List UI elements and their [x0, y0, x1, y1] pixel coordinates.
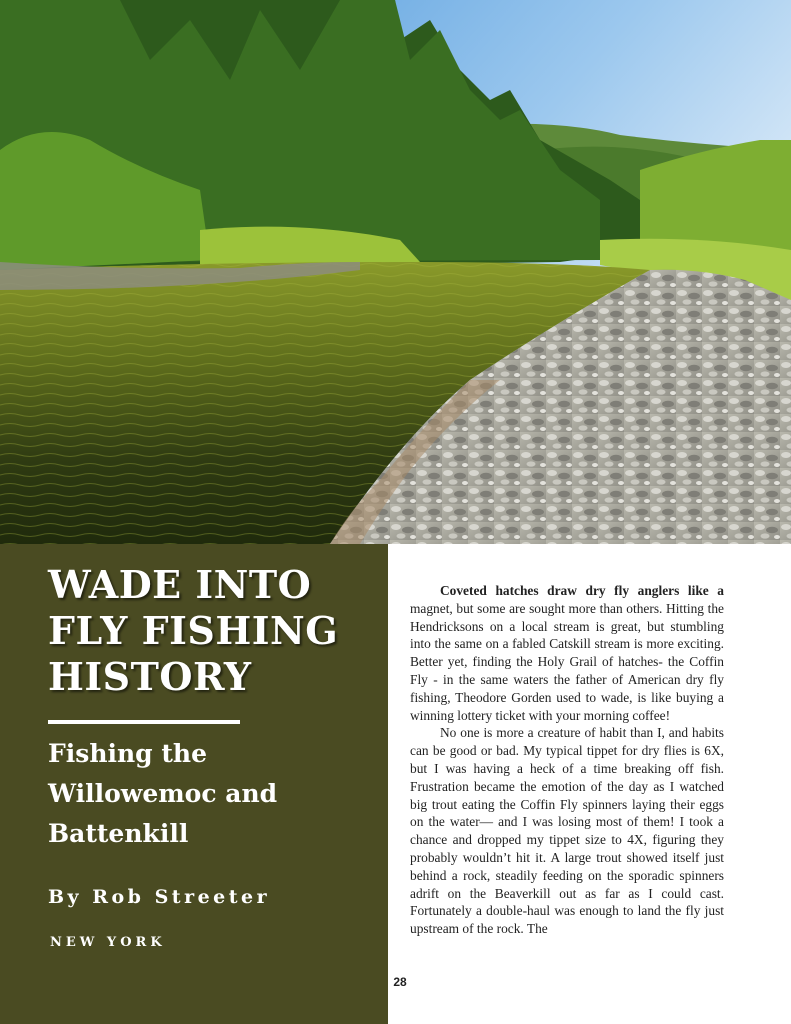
page-number: 28: [393, 975, 407, 989]
paragraph-text: magnet, but some are sought more than others. Hitting the Hendricksons on a local stream is great, but stumbling into the same on a fabled Catskill stream is more exciting. Better yet, finding the Holy Grail of hatches- the Coffin Fly - in the same waters the father of American dry fly fishing, Theodore Gorden used to wade, is like buying a winning lottery ticket with your morning coffee!: [410, 600, 724, 723]
headline-line: FLY FISHING: [48, 608, 339, 653]
subhead-line: Battenkill: [48, 819, 189, 848]
author-byline: By Rob Streeter: [48, 886, 271, 908]
headline-divider: [48, 720, 240, 724]
region-label: NEW YORK: [50, 935, 166, 950]
subhead-line: Willowemoc and: [48, 779, 278, 808]
headline-line: HISTORY: [48, 654, 252, 699]
headline-line: WADE INTO: [48, 562, 312, 607]
article-headline: [48, 562, 368, 700]
article-paragraph: No one is more a creature of habit than I, and habits can be good or bad. My typical tippet for dry flies is 6X, but I was having a heck of a time breaking off fish. Frustration became the emotion of the day as I watched big trout eating the Coffin Fly spinners laying their eggs on the water— and I was losing most of them! I took a chance and dropped my tippet size to 4X, figuring they probably wouldn’t hit it. A large trout showed itself just behind a rock, steadily feeding on the sporadic spinners adrift on the Beaverkill out as far as I could cast. Fortunately a double-haul was enough to land the fly just upstream of the rock. The: [410, 725, 724, 937]
lead-in: Coveted hatches draw dry fly anglers like a: [440, 583, 724, 598]
article-body: [410, 582, 724, 938]
article-paragraph: [410, 582, 724, 724]
article-subhead: [48, 734, 378, 854]
subhead-line: Fishing the: [48, 739, 207, 768]
